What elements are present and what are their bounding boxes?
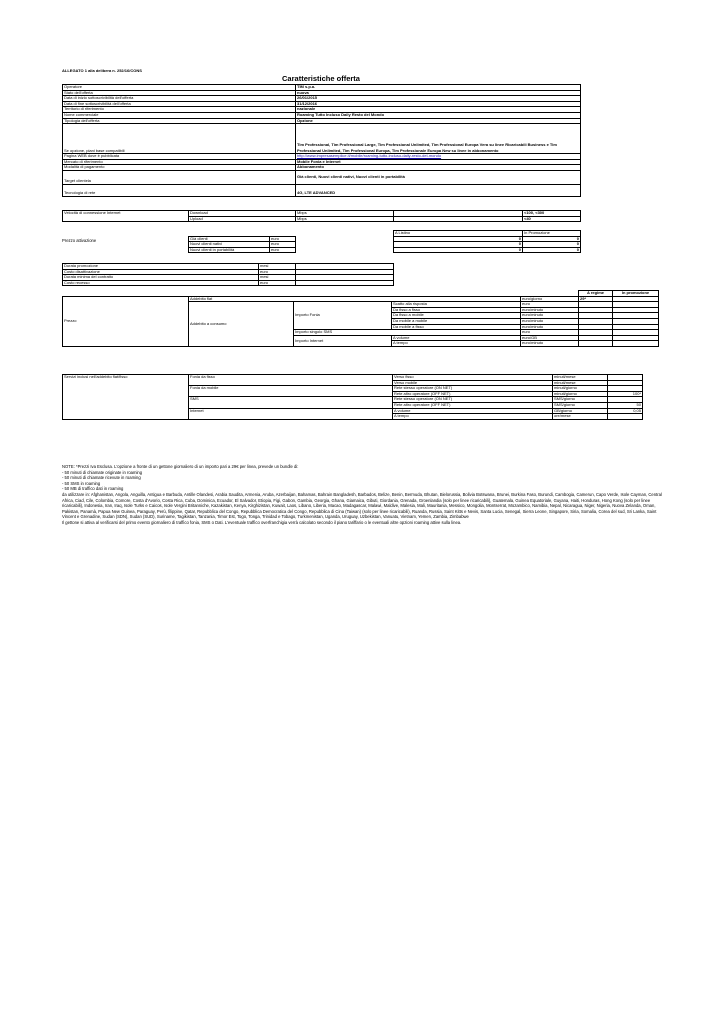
- note-last: Il gettone si attiva al verificarsi del primo evento giornaliero di traffico fonia, SMS o Dati. L'eventuale traffico overfranchigia verrà calcolato secondo il piano tariffario o le eventuali altre opzioni roaming attive sulla linea.: [62, 519, 462, 525]
- unit: euro/minuto: [521, 318, 579, 324]
- prezzo-table: [62, 290, 659, 347]
- row-label: Stato dell'offerta: [63, 90, 296, 96]
- row-value: Roaming Tutto Incluso Daily Resto del Mondo: [296, 112, 581, 118]
- flat-value: 29*: [579, 296, 613, 302]
- servizio-item: Verso fisso: [393, 375, 553, 381]
- row-value: Abbonamento: [296, 165, 581, 171]
- sms: SMS: [189, 397, 393, 408]
- servizio-item: Verso mobile: [393, 380, 553, 386]
- unit: minuti/giorno: [553, 386, 608, 392]
- fonia-item: Da mobile a fisso: [392, 324, 521, 330]
- note-line: NOTE: *Prezzi Iva Esclusa. L'opzione a fronte di un gettone giornaliero di un importo pari a 29€ per linea, prevede un bundle di:: [62, 464, 299, 469]
- importo-fonia: Importo Fonia: [294, 302, 392, 330]
- table-row: [189, 247, 581, 253]
- unit: euro/minuto: [521, 307, 579, 313]
- row-value: nuova: [296, 90, 581, 96]
- unit: Mbps: [296, 216, 394, 222]
- unit: euro: [270, 242, 296, 248]
- row-value: 31/12/2016: [296, 101, 581, 107]
- speed-value: <100, <300: [523, 211, 581, 217]
- table-row: [63, 375, 643, 381]
- durata-label: Costo disattivazione: [63, 269, 259, 275]
- servizio-value: [608, 414, 643, 420]
- fonia-fisso: Fonia da fisso: [189, 375, 393, 386]
- note-line: - 50 minuti di chiamate originate in roaming: [62, 469, 143, 475]
- addebito-consumo: Addebito a consumo: [189, 302, 294, 347]
- col-regime: A regime: [579, 291, 613, 297]
- row-label: Pagina WEB dove è pubblicata: [63, 154, 296, 160]
- internet: Internet: [189, 408, 393, 419]
- unit: minuti/giorno: [553, 391, 608, 397]
- row-label: Operatore: [63, 85, 296, 91]
- fonia-item: Scatto alla risposta: [392, 302, 521, 308]
- col-listino: A Listino: [394, 231, 523, 237]
- durata-label: Durata promozione: [63, 264, 259, 270]
- unit: euro/GB: [521, 335, 579, 341]
- row-value: 4G, LTE ADVANCED: [296, 184, 581, 196]
- row-label: Se opzione, piani base compatibili: [63, 124, 296, 154]
- internet-item: A volume: [392, 335, 521, 341]
- row-value: TIM s.p.a.: [296, 85, 581, 91]
- direction: Upload: [189, 216, 296, 222]
- velocita-label: Velocità di connessione Internet: [63, 211, 189, 222]
- importo-sms: Importo singolo SMS: [294, 330, 521, 336]
- prezzo-attivazione-label: Prezzo attivazione: [62, 238, 97, 243]
- row-label: Tipologia dell'offerta: [63, 118, 296, 124]
- unit: euro: [521, 330, 579, 336]
- row-label: Territorio di riferimento: [63, 107, 296, 113]
- client-type: Già clienti: [189, 236, 270, 242]
- unit: euro/minuto: [521, 324, 579, 330]
- internet-item: A tempo: [392, 341, 521, 347]
- note-line: - 50 MB di traffico dati in roaming: [62, 486, 124, 492]
- fonia-item: Da fisso a mobile: [392, 313, 521, 319]
- importo-internet: Importo Internet: [294, 335, 392, 346]
- velocita-table: [62, 210, 581, 222]
- row-label: Nome commerciale: [63, 112, 296, 118]
- listino-value: 0: [394, 247, 523, 253]
- row-value: Opzione: [296, 118, 581, 124]
- unit: Mbps: [296, 211, 394, 217]
- servizi-label: Servizi inclusi nell'addebito flat/fisso: [63, 375, 189, 420]
- servizi-table: [62, 374, 643, 420]
- row-label: Modalità di pagamento: [63, 165, 296, 171]
- attivazione-table: [188, 230, 581, 253]
- row-value: 26/01/2015: [296, 96, 581, 102]
- row-value: Già clienti, Nuovi clienti nativi, Nuovi clienti in portabilità: [296, 170, 581, 184]
- row-label: Tecnologia di rete: [63, 184, 296, 196]
- promo-value: 0: [523, 247, 581, 253]
- unit: minuti/mese: [553, 380, 608, 386]
- table-row: [63, 170, 581, 184]
- table-row: [63, 184, 581, 196]
- allegato-label: ALLEGATO 1 alla delibera n. 252/16/CONS: [62, 68, 142, 73]
- unit: ore/mese: [553, 414, 608, 420]
- table-row: [63, 280, 394, 286]
- speed-value: <40: [523, 216, 581, 222]
- unit: euro: [259, 280, 296, 286]
- table-row: [63, 124, 581, 154]
- promo-value: 0: [523, 236, 581, 242]
- unit: mesi: [259, 275, 296, 281]
- row-value: [296, 124, 581, 154]
- unit: euro/minuto: [521, 313, 579, 319]
- unit: euro: [270, 247, 296, 253]
- servizio-value: 0,05: [608, 408, 643, 414]
- servizio-item: Rete stesso operatore (ON NET): [393, 397, 553, 403]
- promo-value: 0: [523, 242, 581, 248]
- row-label: Data di inizio sottoscrivibilità dell'offerta: [63, 96, 296, 102]
- note-line: - 50 minuti di chiamate ricevute in roaming: [62, 475, 141, 481]
- piani-line-2: Professional Unlimited, Tim Professional Europa, Tim Professionale Europa New su linee in abbonamento: [297, 147, 499, 153]
- unit: euro: [521, 302, 579, 308]
- client-type: Nuovi clienti in portabilità: [189, 247, 270, 253]
- web-link[interactable]: http://www.impresasemplice.it/mobile/roaming-tutto-incluso-daily-resto-del-mondo: [296, 154, 581, 160]
- direction: Download: [189, 211, 296, 217]
- durata-table: [62, 263, 394, 286]
- unit: euro: [270, 236, 296, 242]
- unit: mesi: [259, 264, 296, 270]
- col-promozione: In promozione: [613, 291, 659, 297]
- listino-value: 0: [394, 236, 523, 242]
- row-label: Target clientela: [63, 170, 296, 184]
- unit: euro/minuto: [521, 341, 579, 347]
- row-value: Mobile Fonia e Internet: [296, 159, 581, 165]
- unit: minuti/mese: [553, 375, 608, 381]
- servizio-item: Rete stesso operatore (ON NET): [393, 386, 553, 392]
- unit: SMS/giorno: [553, 402, 608, 408]
- note-line: - 50 SMS in roaming: [62, 480, 101, 486]
- row-label: Mercato di riferimento: [63, 159, 296, 165]
- unit: GB/giorno: [553, 408, 608, 414]
- fonia-mobile: Fonia da mobile: [189, 386, 393, 397]
- listino-value: 0: [394, 242, 523, 248]
- unit: euro/giorno: [521, 296, 579, 302]
- client-type: Nuovi clienti nativi: [189, 242, 270, 248]
- col-promo: In Promozione: [523, 231, 581, 237]
- notes-block: [62, 464, 662, 526]
- page-title: Caratteristiche offerta: [282, 74, 360, 83]
- servizio-item: A tempo: [393, 414, 553, 420]
- prezzo-label: Prezzo: [63, 296, 189, 346]
- fonia-item: Da fisso a fisso: [392, 307, 521, 313]
- servizio-value: 50: [608, 402, 643, 408]
- servizio-item: A volume: [393, 408, 553, 414]
- fonia-item: Da mobile a mobile: [392, 318, 521, 324]
- addebito-flat: Addebito flat: [189, 296, 521, 302]
- unit: euro: [259, 269, 296, 275]
- servizio-item: Rete altro operatore (OFF NET): [393, 391, 553, 397]
- servizio-value: 100*: [608, 391, 643, 397]
- note-countries: da utilizzare in: Afghanistan, Angola, Anguilla, Antigua e Barbuda, Antille Olandesi, Arabia Saudita, Armenia, Aruba, Azerbaijan, Bahamas, Bahrain Bangladesh, Barbados, Belize, Benin, Bermuda, Bhutan, Bielorussia, Bolivia Botswana, Brunei, Burkina Faso, Burundi, Cambogia, Camerun, Capo Verde, Isole Cayman, Central Africa, Ciad, Cile, Colombia, Comore, Costa d'Avorio, Costa Rica, Cuba, Dominica, Ecuador, El Salvador, Etiopia, Figi, Gabon, Gambia, Georgia, Ghana, Giamaica, Gibuti, Giordania, Grenada, Groenlandia (solo per linee ricaricabili), Guatemala, Guinea Equatoriale, Guyana, Haiti, Honduras, Hong Kong (solo per linee ricaricabili), Indonesia, Iran, Iraq, Isole Turks e Caicos, Isole Vergini Britanniche, Kazakistan, Kenya, Kirghizistan, Kuwait, Laos, Libano, Liberia, Macao, Madagascar, Malawi, Maldive, Malesia, Mali, Mauritania, Messico, Mongolia, Montserrat, Mozambico, Namibia, Nepal, Nicaragua, Niger, Nigeria, Nuova Zelanda, Oman, Pakistan, Panamà, Papua New Guinea, Paraguay, Perù, filippine, Qatar, Repubblica del Congo, Repubblica Democratica del Congo, Repubblica di Cina (Taiwan) (solo per linee ricaricabili), Ruanda, Russia, Saint Kitts e Nevis, Santa Lucia, Senegal, Sierra Leone, Singapore, Siria, Somalia, Corea del sud, Sri Lanka, Saint Vincent e Grenadine, Sudan (SDN), Sudan (SUD), Suriname, Tagikistan, Tanzania, Timor Est, Togo, Tonga, Trinidad e Tobago, Turkmenistan, Uganda, Uruguay, Uzbekistan, Vanuatu, Vietnam, Yemen, Zambia, Zimbabwe: [62, 491, 662, 520]
- servizio-item: Rete altro operatore (OFF NET): [393, 402, 553, 408]
- row-value: nazionale: [296, 107, 581, 113]
- info-table: [62, 84, 581, 197]
- row-label: Data di fine sottoscrivibilità dell'offerta: [63, 101, 296, 107]
- durata-label: Durata minima del contratto: [63, 275, 259, 281]
- durata-label: Costo recesso: [63, 280, 259, 286]
- unit: SMS/giorno: [553, 397, 608, 403]
- piani-line-1: Tim Professional, Tim Professional Large, Tim Professional Unlimited, Tim Professional Europa Vera su linee Ricaricabili Business e Tim: [297, 141, 557, 147]
